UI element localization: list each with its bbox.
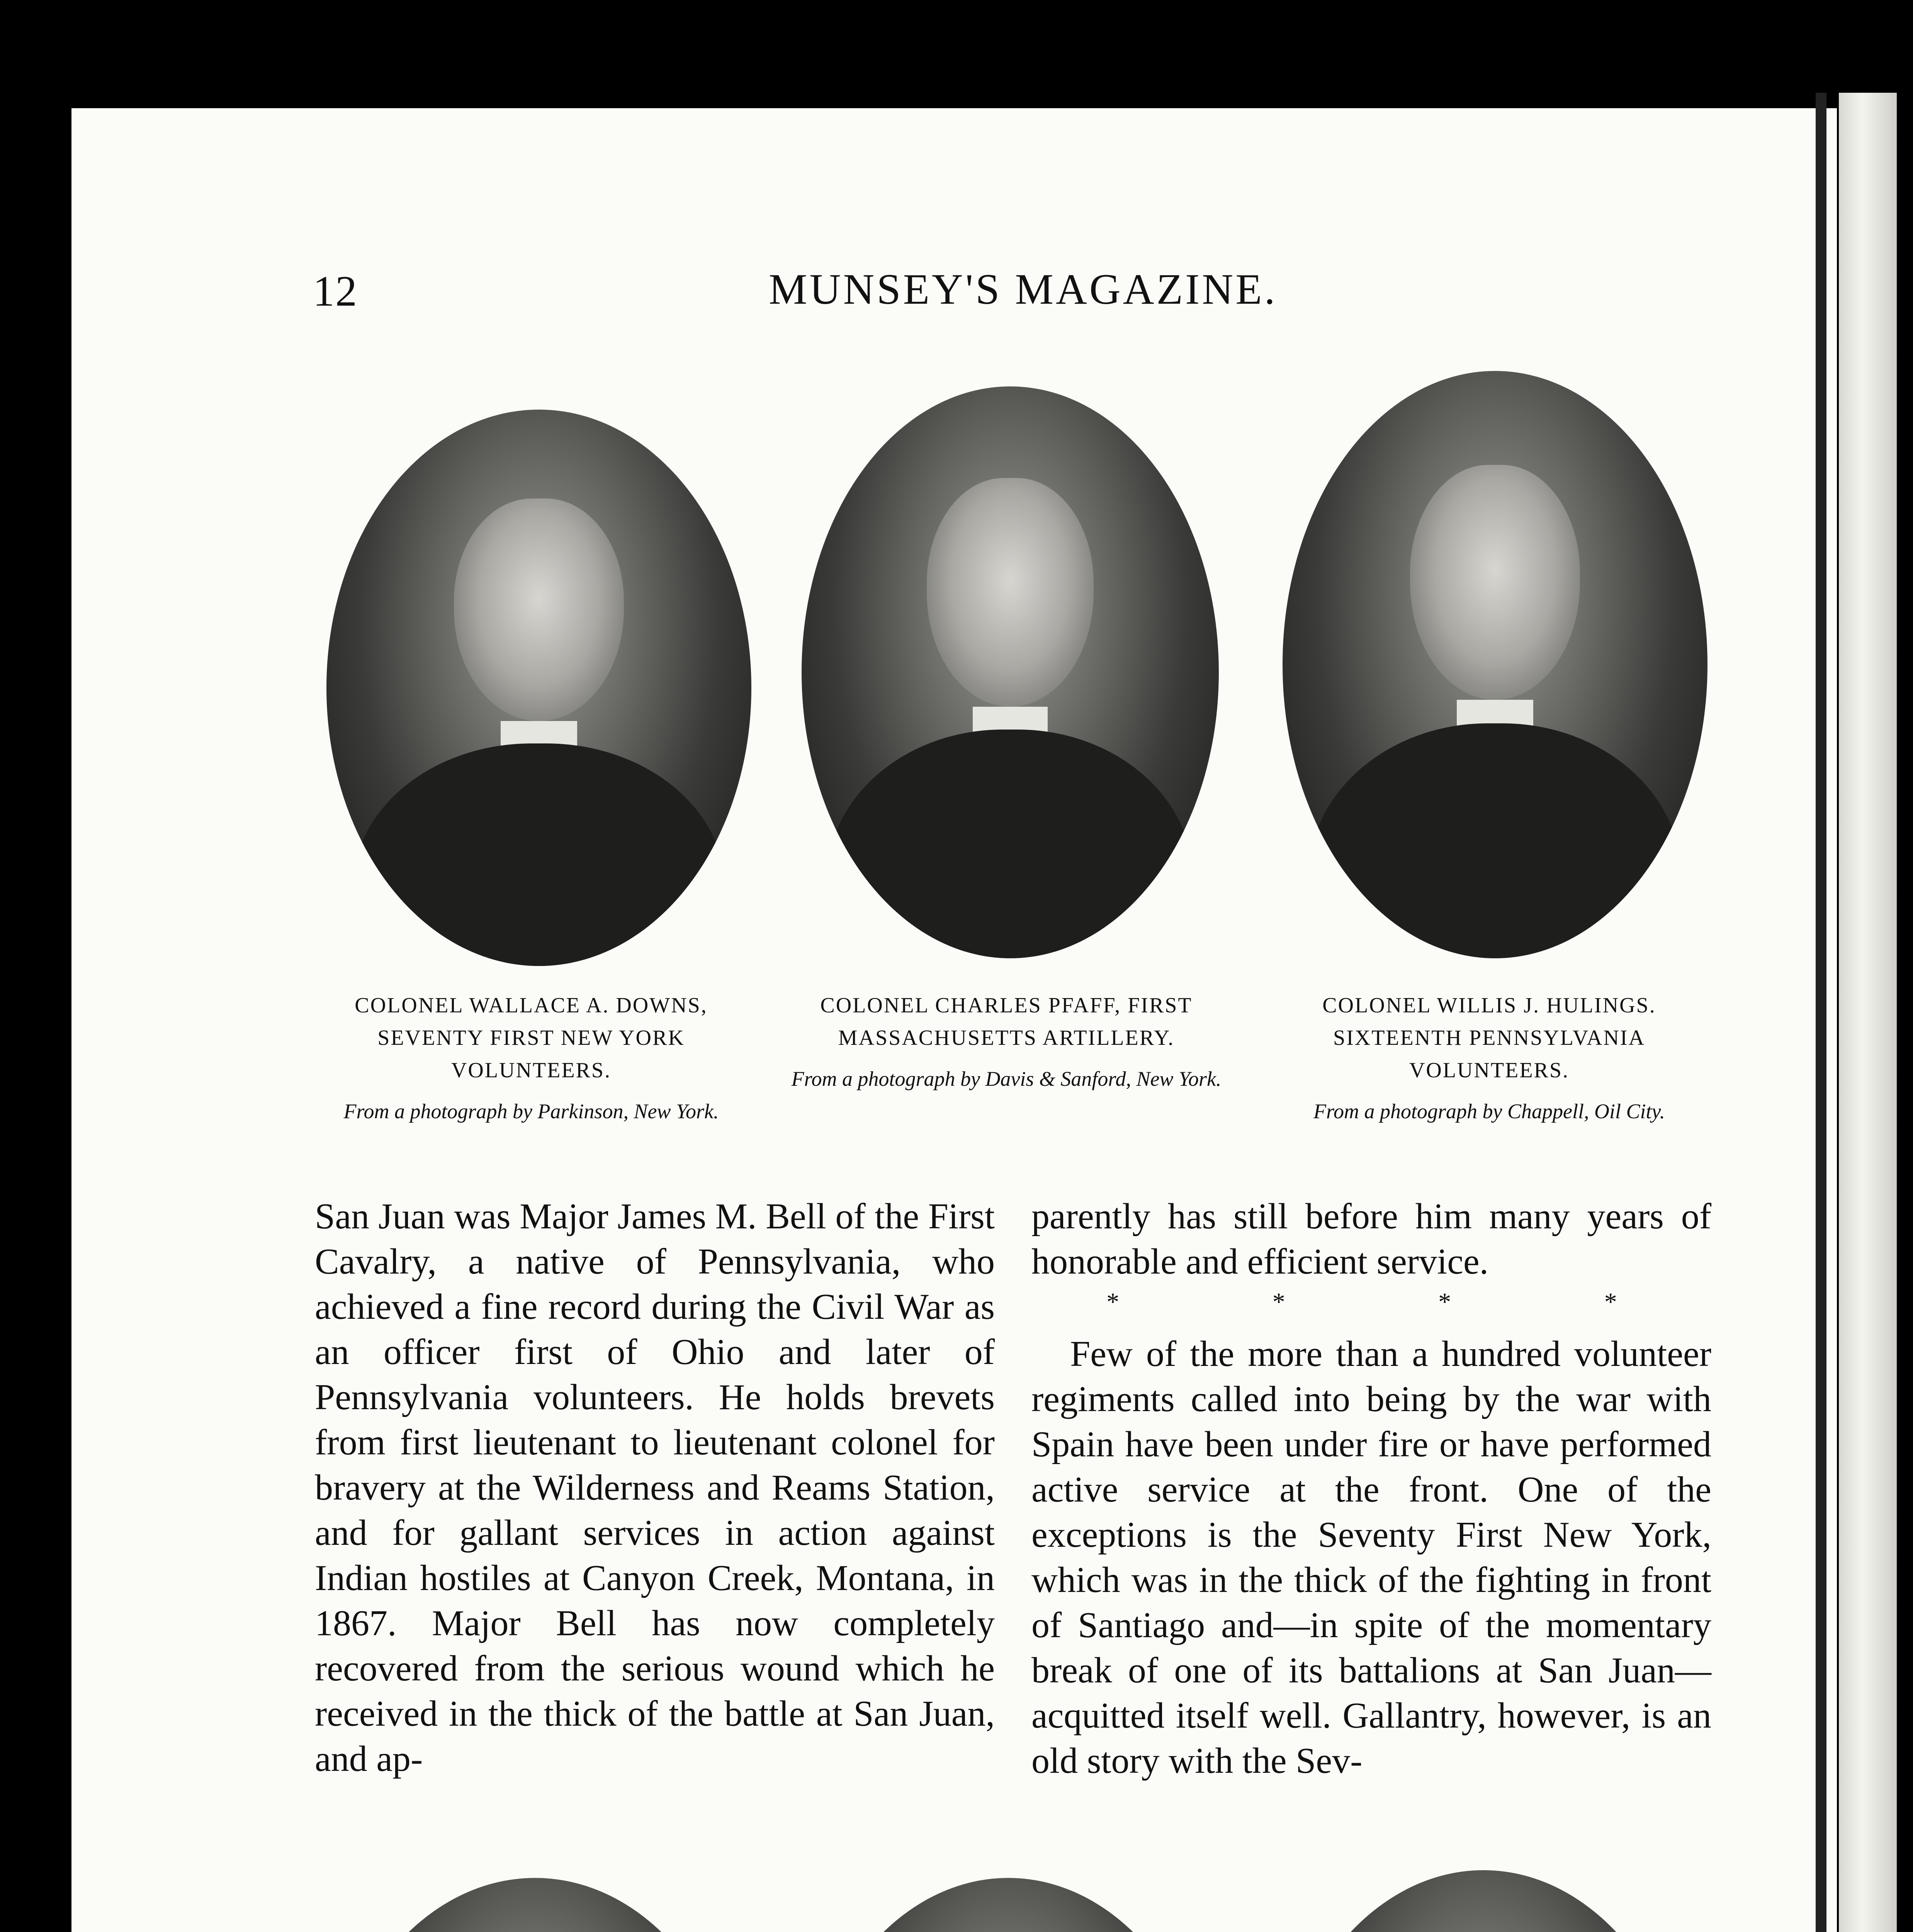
left-column (315, 1194, 995, 1782)
caption-pfaff (790, 989, 1223, 1093)
caption-credit: From a photograph by Davis & Sanford, New York. (791, 1067, 1222, 1090)
next-page-edge (1839, 93, 1897, 1932)
caption-title: COLONEL CHARLES PFAFF, FIRST MASSACHUSETTS ARTILLERY. (820, 993, 1193, 1050)
caption-title: COLONEL WILLIS J. HULINGS. SIXTEENTH PENNSYLVANIA VOLUNTEERS. (1322, 993, 1656, 1082)
caption-credit: From a photograph by Parkinson, New York. (343, 1100, 719, 1123)
portrait-hulings (1283, 371, 1707, 958)
caption-title: COLONEL WALLACE A. DOWNS, SEVENTY FIRST NEW YORK VOLUNTEERS. (355, 993, 708, 1082)
portrait-pfaff (802, 386, 1219, 958)
left-column-text: San Juan was Major James M. Bell of the First Cavalry, a native of Pennsylvania, who achieved a fine record during the Civil War as an officer first of Ohio and later of Pennsylvania volunteers. He holds brevets from first lieutenant to lieutenant colonel for bravery at the Wilderness and Reams Station, and for gallant services in action against Indian hostiles at Canyon Creek, Montana, in 1867. Major Bell has now completely recovered from the serious wound which he received in the thick of the battle at San Juan, and ap- (315, 1196, 995, 1779)
running-head: MUNSEY'S MAGAZINE. (769, 265, 1278, 313)
right-column-continuation: parently has still before him many years of honorable and efficient service. (1031, 1196, 1711, 1282)
section-separator: * * * * (1106, 1288, 1690, 1316)
right-column-paragraph: Few of the more than a hundred volunteer regiments called into being by the war with Spain have been under fire or have performed active service at the front. One of the exceptions is the Seventy First New York, which was in the thick of the fighting in front of Santiago and—in spite of the momentary break of one of its battalions at San Juan—acquitted itself well. Gallantry, however, is an old story with the Sev- (1031, 1334, 1711, 1781)
caption-downs (315, 989, 748, 1125)
portrait-downs (326, 410, 751, 966)
caption-hulings (1273, 989, 1706, 1125)
caption-credit: From a photograph by Chappell, Oil City. (1313, 1100, 1665, 1123)
right-column (1031, 1194, 1711, 1784)
page-number: 12 (313, 267, 358, 315)
binding-edge (1816, 93, 1826, 1932)
